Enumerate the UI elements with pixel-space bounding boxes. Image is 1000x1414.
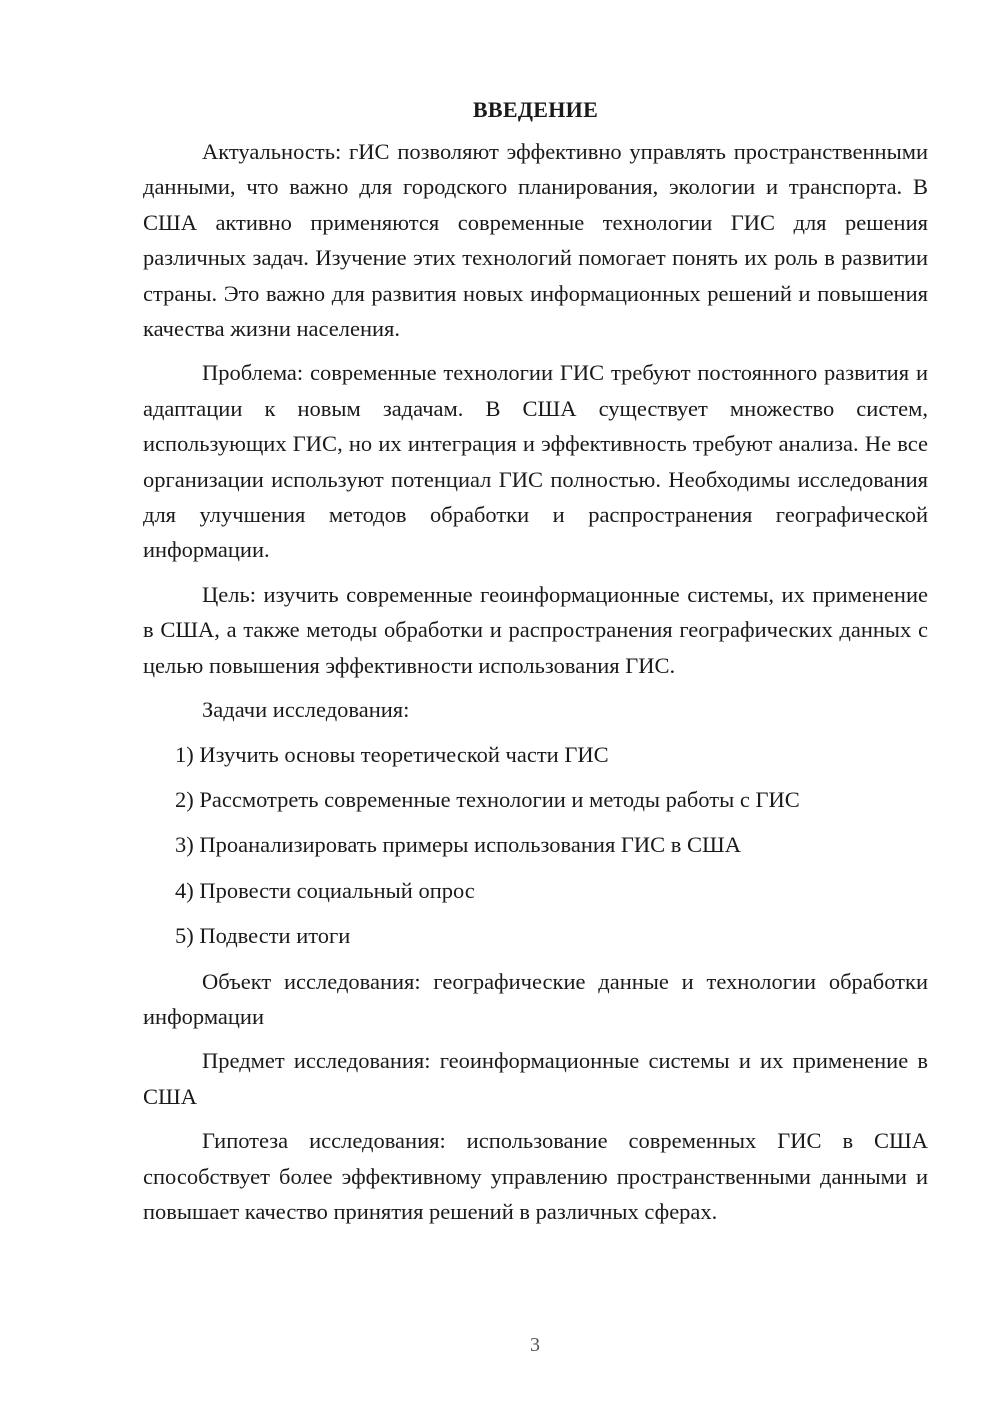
paragraph-problem: Проблема: современные технологии ГИС требуют постоянного развития и адаптации к новым задачам. В США существует множество систем, использующих ГИС, но их интеграция и эффективность требуют анализа. Не все организации используют потенциал ГИС полностью. Необходимы исследования для улучшения методов обработки и распространения географической информации. bbox=[143, 360, 928, 563]
list-item: 3) Проанализировать примеры использования ГИС в США bbox=[175, 832, 742, 858]
list-item: 4) Провести социальный опрос bbox=[175, 877, 475, 903]
tasks-list bbox=[143, 737, 928, 954]
paragraph-subject: Предмет исследования: геоинформационные системы и их применение в США bbox=[143, 1048, 928, 1109]
document-title: ВВЕДЕНИЕ bbox=[472, 97, 599, 122]
page-number: 3 bbox=[530, 1334, 540, 1356]
list-item: 2) Рассмотреть современные технологии и методы работы с ГИС bbox=[175, 786, 800, 812]
paragraph-object: Объект исследования: географические данные и технологии обработки информации bbox=[143, 968, 928, 1029]
document-page bbox=[143, 96, 928, 1238]
list-item: 5) Подвести итоги bbox=[175, 923, 351, 949]
paragraph-tasks-heading: Задачи исследования: bbox=[202, 697, 410, 723]
list-item: 1) Изучить основы теоретической части ГИС bbox=[175, 741, 609, 767]
paragraph-relevance: Актуальность: гИС позволяют эффективно управлять пространственными данными, что важно для городского планирования, экологии и транспорта. В США активно применяются современные технологии ГИС для решения различных задач. Изучение этих технологий помогает понять их роль в развитии страны. Это важно для развития новых информационных решений и повышения качества жизни населения. bbox=[143, 139, 928, 342]
paragraph-goal: Цель: изучить современные геоинформационные системы, их применение в США, а также методы обработки и распространения географических данных с целью повышения эффективности использования ГИС. bbox=[143, 581, 928, 678]
paragraph-hypothesis: Гипотеза исследования: использование современных ГИС в США способствует более эффективному управлению пространственными данными и повышает качество принятия решений в различных сферах. bbox=[143, 1128, 928, 1224]
